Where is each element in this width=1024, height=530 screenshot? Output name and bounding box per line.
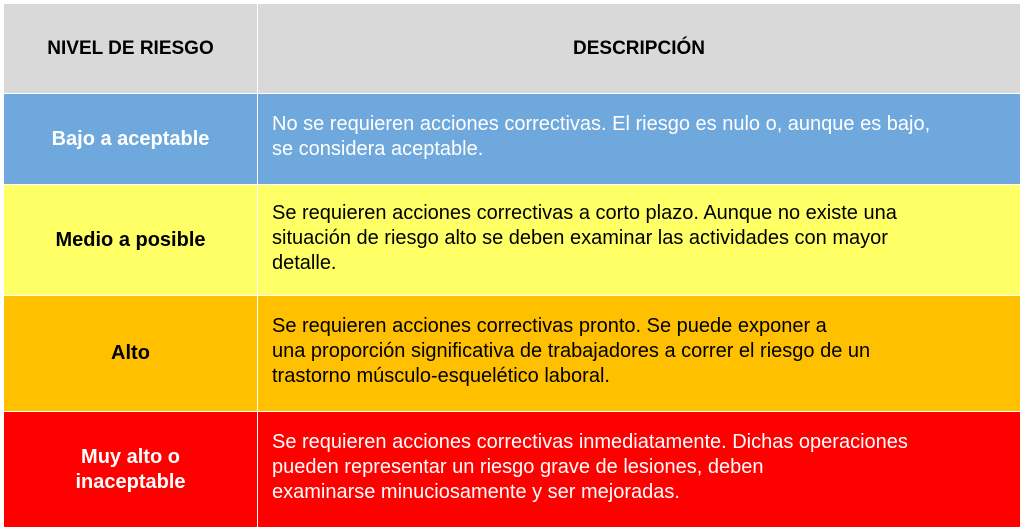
table-row — [4, 94, 1021, 185]
risk-level-medium: Medio a posible — [4, 185, 258, 296]
description-line: trastorno músculo-esquelético laboral. — [272, 365, 610, 387]
description-line: Se requieren acciones correctivas a corto plazo. Aunque no existe una — [272, 201, 897, 224]
description-line: detalle. — [272, 251, 337, 274]
risk-level-low: Bajo a aceptable — [4, 94, 258, 185]
description-line: No se requieren acciones correctivas. El riesgo es nulo o, aunque es bajo, — [272, 113, 931, 135]
table-header-row — [4, 4, 1021, 94]
risk-level-very-high — [4, 412, 258, 528]
header-description: DESCRIPCIÓN — [258, 4, 1021, 94]
description-line: una proporción significativa de trabajadores a correr el riesgo de un — [272, 340, 871, 362]
description-line: Se requieren acciones correctivas inmediatamente. Dichas operaciones — [272, 431, 908, 453]
table-row — [4, 412, 1021, 528]
description-line: Se requieren acciones correctivas pronto. Se puede exponer a — [272, 315, 827, 337]
description-line: examinarse minuciosamente y ser mejoradas. — [272, 481, 680, 503]
risk-description-medium — [258, 185, 1021, 296]
risk-level-high: Alto — [4, 296, 258, 412]
risk-level-table — [3, 3, 1021, 528]
table-row — [4, 296, 1021, 412]
risk-description-low — [258, 94, 1021, 185]
risk-description-very-high — [258, 412, 1021, 528]
risk-level-line: Muy alto o — [81, 445, 180, 468]
description-line: pueden representar un riesgo grave de lesiones, deben — [272, 456, 764, 478]
description-line: situación de riesgo alto se deben examinar las actividades con mayor — [272, 226, 888, 249]
header-risk-level: NIVEL DE RIESGO — [4, 4, 258, 94]
description-line: se considera aceptable. — [272, 138, 484, 160]
risk-level-line: inaceptable — [75, 470, 186, 493]
risk-description-high — [258, 296, 1021, 412]
table-row — [4, 185, 1021, 296]
